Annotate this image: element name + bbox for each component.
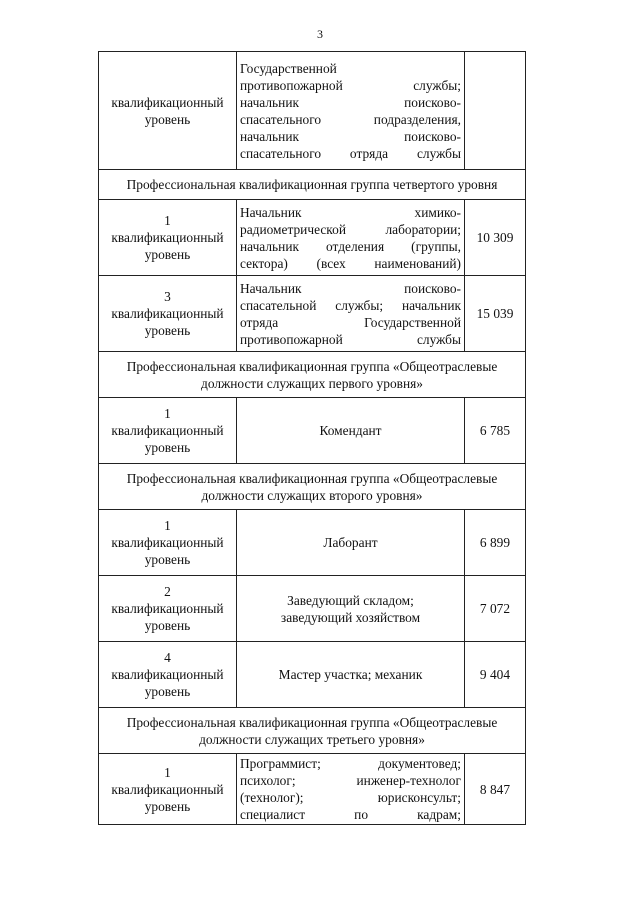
position-line: Комендант — [319, 423, 382, 438]
level-line: 1 — [164, 406, 171, 421]
level-line: уровень — [144, 684, 191, 699]
salary-cell: 7 072 — [465, 576, 526, 642]
position-line: Программист; документовед; — [240, 756, 461, 771]
position-line: заведующий хозяйством — [280, 609, 421, 625]
position-line: отряда Государственной — [240, 314, 461, 330]
position-line: специалист по кадрам; — [240, 807, 461, 822]
level-line: уровень — [144, 247, 191, 262]
level-line: уровень — [144, 552, 191, 567]
level-line: 3 — [164, 289, 171, 304]
position-line: радиометрической лаборатории; — [240, 221, 461, 237]
level-line: квалификационный — [111, 601, 224, 616]
position-line: Заведующий складом; — [287, 592, 414, 608]
group-header-row — [99, 170, 526, 200]
table-row — [99, 754, 526, 825]
level-line: 1 — [164, 518, 171, 533]
salary-cell: 6 899 — [465, 510, 526, 576]
level-line: уровень — [144, 323, 191, 338]
salary-cell: 6 785 — [465, 398, 526, 464]
level-line: квалификационный — [111, 230, 224, 245]
level-line: квалификационный — [111, 535, 224, 550]
group-title: Профессиональная квалификационная группа четвертого уровня — [99, 170, 526, 200]
level-line: уровень — [144, 111, 191, 127]
position-line: начальник поисково- — [240, 94, 461, 110]
salary-cell: 9 404 — [465, 642, 526, 708]
position-line: противопожарной службы; — [240, 77, 461, 93]
level-line: 4 — [164, 650, 171, 665]
table-row — [99, 398, 526, 464]
group-header-row — [99, 708, 526, 754]
salary-cell — [465, 52, 526, 170]
position-cell — [237, 754, 465, 825]
level-line: квалификационный — [111, 423, 224, 438]
level-line: уровень — [144, 440, 191, 455]
level-cell — [99, 576, 237, 642]
group-title: Профессиональная квалификационная группа «Общеотраслевые должности служащих третьего уровня» — [99, 708, 526, 754]
level-cell — [99, 398, 237, 464]
level-line: 1 — [164, 764, 171, 780]
table-row — [99, 200, 526, 276]
position-cell — [237, 398, 465, 464]
level-cell — [99, 510, 237, 576]
position-line: Государственной — [240, 60, 337, 76]
table-row — [99, 576, 526, 642]
group-header-row — [99, 464, 526, 510]
page-number: 3 — [317, 27, 323, 41]
level-cell — [99, 754, 237, 825]
position-cell — [237, 52, 465, 170]
level-cell — [99, 642, 237, 708]
level-cell — [99, 200, 237, 276]
table-row — [99, 52, 526, 170]
salary-table — [98, 51, 526, 825]
position-cell — [237, 200, 465, 276]
level-line: уровень — [144, 618, 191, 633]
level-line: 1 — [164, 213, 171, 228]
position-line: Начальник химико- — [240, 204, 461, 220]
table-row — [99, 642, 526, 708]
salary-cell: 10 309 — [465, 200, 526, 276]
position-line: сектора) (всех наименований) — [240, 255, 461, 271]
position-cell — [237, 276, 465, 352]
salary-cell: 8 847 — [465, 754, 526, 825]
level-cell — [99, 276, 237, 352]
position-line: спасательного подразделения, — [240, 111, 461, 127]
position-cell — [237, 576, 465, 642]
position-line: (технолог); юрисконсульт; — [240, 790, 461, 805]
level-line: квалификационный — [111, 781, 224, 797]
position-line: спасательного отряда службы — [240, 145, 461, 161]
position-line: спасательной службы; начальник — [240, 297, 461, 313]
level-line: квалификационный — [111, 94, 224, 110]
position-cell — [237, 510, 465, 576]
level-line: квалификационный — [111, 306, 224, 321]
position-line: начальник поисково- — [240, 128, 461, 144]
position-line: Начальник поисково- — [240, 280, 461, 296]
position-line: психолог; инженер-технолог — [240, 773, 461, 788]
group-title: Профессиональная квалификационная группа «Общеотраслевые должности служащих второго уровня» — [99, 464, 526, 510]
position-line: Лаборант — [323, 535, 378, 550]
position-line: противопожарной службы — [240, 331, 461, 347]
salary-cell: 15 039 — [465, 276, 526, 352]
position-line: начальник отделения (группы, — [240, 238, 461, 254]
table-row — [99, 276, 526, 352]
position-cell — [237, 642, 465, 708]
group-header-row — [99, 352, 526, 398]
position-line: Мастер участка; механик — [278, 667, 423, 682]
level-line: квалификационный — [111, 667, 224, 682]
group-title: Профессиональная квалификационная группа «Общеотраслевые должности служащих первого уровня» — [99, 352, 526, 398]
level-line: уровень — [144, 798, 191, 814]
level-line: 2 — [164, 584, 171, 599]
table-row — [99, 510, 526, 576]
level-cell — [99, 52, 237, 170]
